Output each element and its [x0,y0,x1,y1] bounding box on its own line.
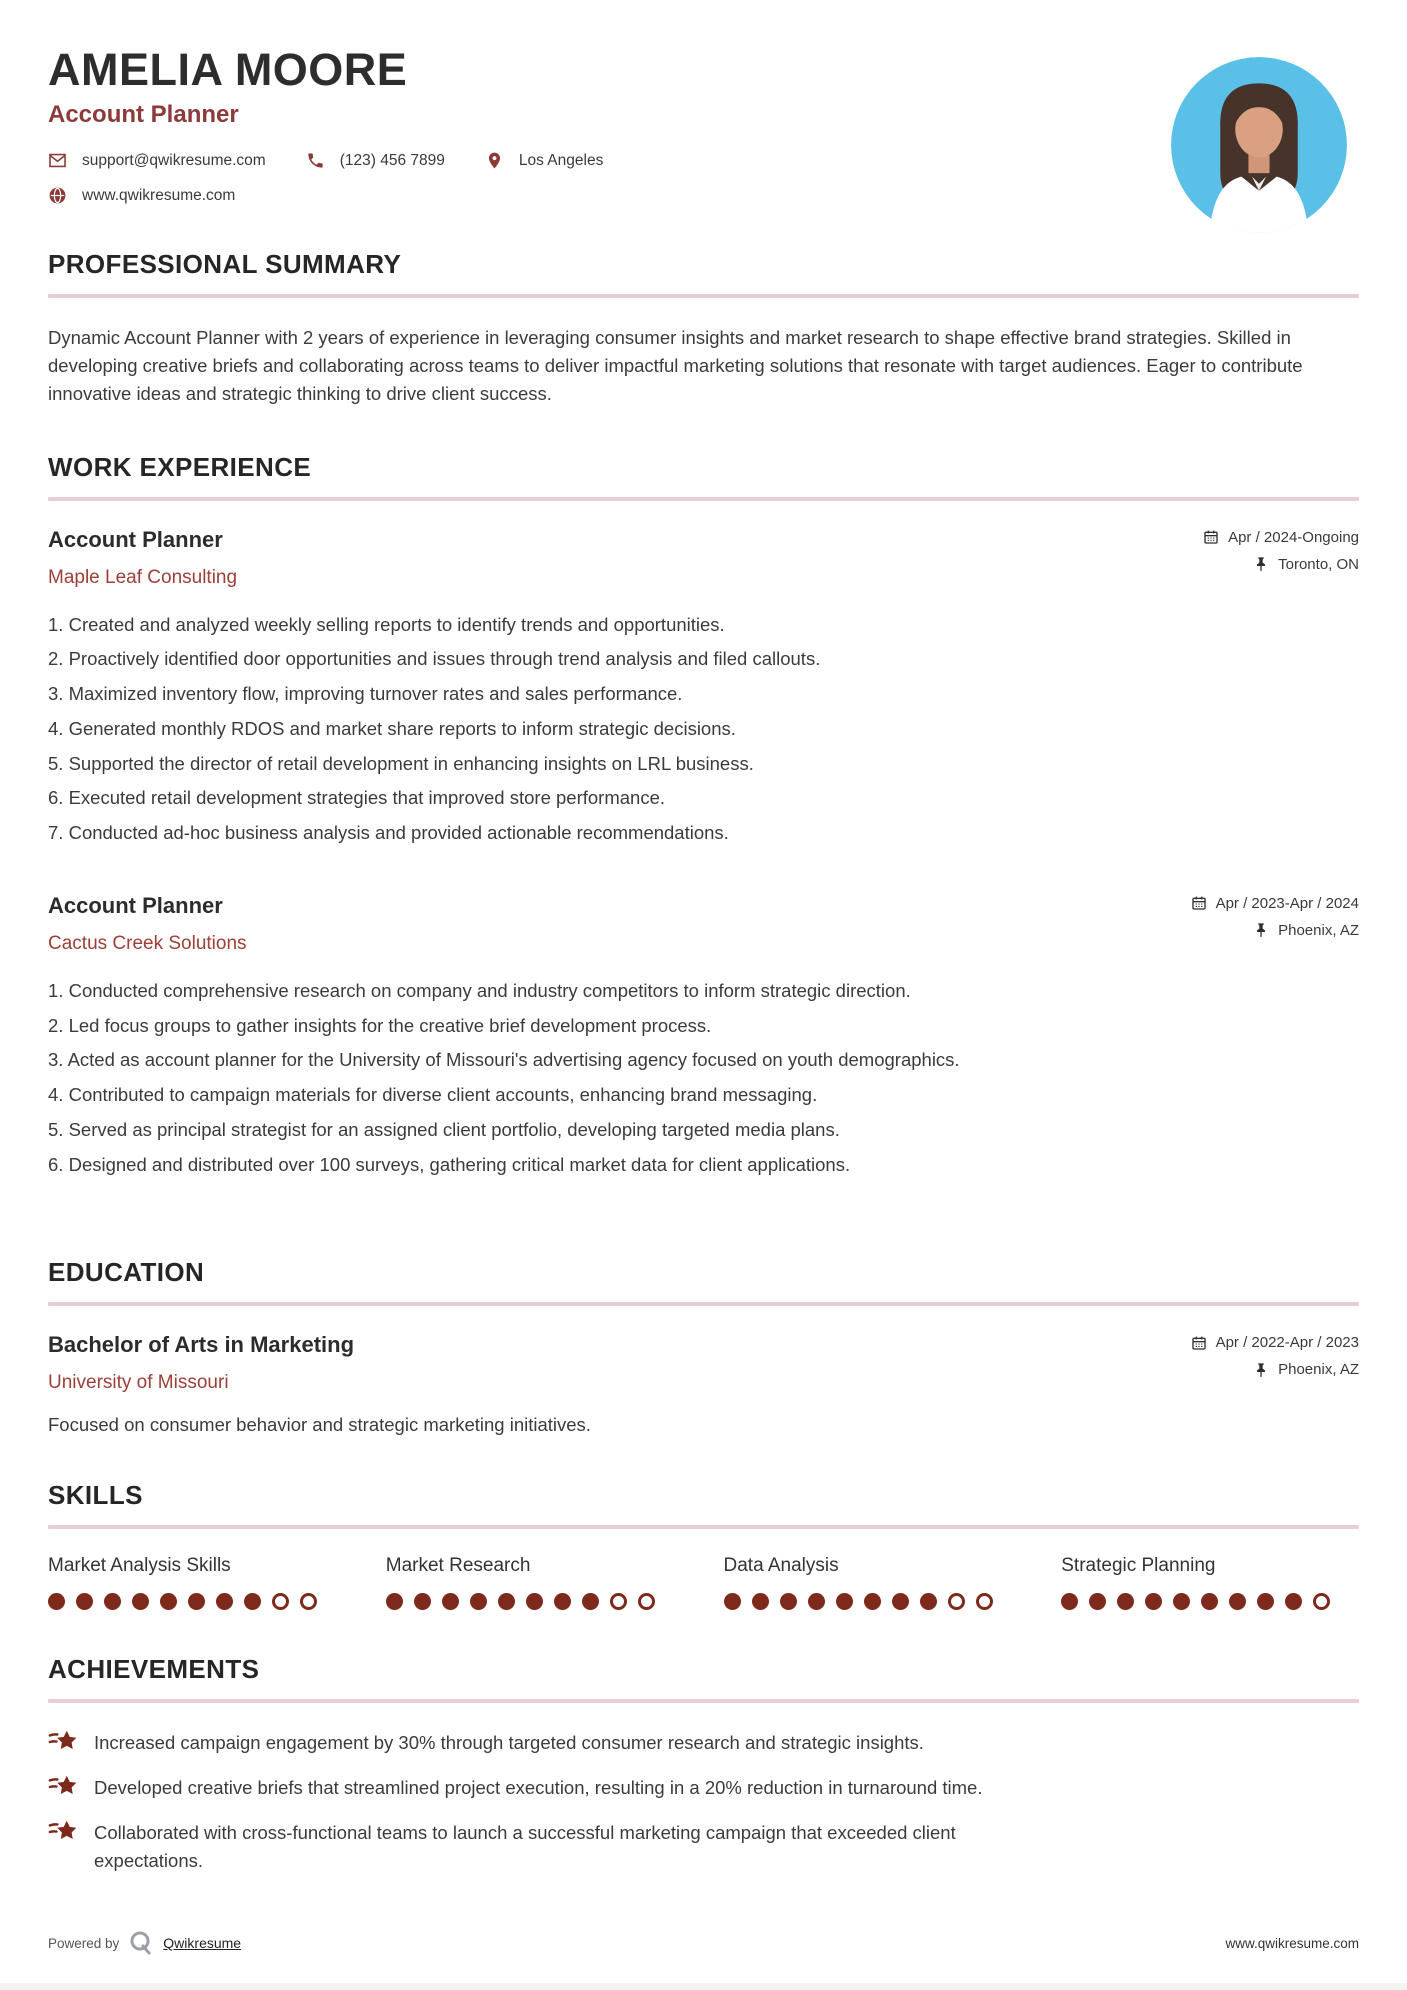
skill-dot-filled [76,1593,93,1610]
job-entry [48,893,1359,1179]
job-dates-text: Apr / 2024-Ongoing [1228,528,1359,546]
skill-name: Data Analysis [723,1555,839,1577]
skill-rating [48,1593,346,1610]
powered-by-label: Powered by [48,1935,120,1951]
achievement-item [48,1729,1359,1757]
skill-dot-filled [836,1593,853,1610]
skill-dot-filled [526,1593,543,1610]
job-bullet-list [48,977,1359,1179]
job-title: Account Planner [48,892,223,918]
skill-dot-filled [1089,1593,1106,1610]
skill-dot-filled [1257,1593,1274,1610]
education-meta [1191,1332,1359,1378]
achievement-text: Developed creative briefs that streamlined project execution, resulting in a 20% reduction in turnaround time. [94,1777,983,1799]
skill-dot-filled [892,1593,909,1610]
summary-text: Dynamic Account Planner with 2 years of experience in leveraging consumer insights and market research to shape effective brand strategies. Skilled in developing creative briefs and collaborating across teams to deliver impactful marketing solutions that resonate with target audiences. Eager to contribute innovative ideas and strategic thinking to drive client success. [48,327,1303,404]
section-underline [48,497,1359,501]
pushpin-icon [1253,922,1269,938]
skill-name: Strategic Planning [1061,1555,1216,1577]
skill-dot-filled [724,1593,741,1610]
phone-icon [306,151,325,170]
skill-dot-filled [386,1593,403,1610]
job-bullet: Executed retail development strategies that improved store performance. [68,787,665,809]
section-underline [48,1302,1359,1306]
skill-dot-filled [808,1593,825,1610]
skill-dot-filled [752,1593,769,1610]
qwikresume-logo-icon [128,1930,154,1956]
calendar-icon [1203,529,1219,545]
website-text: www.qwikresume.com [82,186,236,204]
job-location [1253,922,1359,939]
page-bottom-edge [0,1983,1407,1990]
skill-dot-filled [104,1593,121,1610]
skill-dot-empty [638,1593,655,1610]
job-bullet: Maximized inventory flow, improving turnover rates and sales performance. [68,683,683,704]
job-header [48,893,1359,955]
job-bullet: Generated monthly RDOS and market share reports to inform strategic decisions. [68,717,736,739]
job-bullet: Supported the director of retail development in enhancing insights on LRL business. [68,752,754,774]
pushpin-icon [1253,1362,1269,1378]
job-location-text: Phoenix, AZ [1278,921,1359,939]
skill-dot-filled [132,1593,149,1610]
profile-photo [1171,57,1347,233]
section-underline [48,1525,1359,1529]
job-dates-text: Apr / 2023-Apr / 2024 [1215,894,1359,912]
skill-dot-filled [920,1593,937,1610]
skill-rating [386,1593,684,1610]
skill-item [724,1555,1022,1610]
education-location-text: Phoenix, AZ [1278,1361,1359,1379]
skill-dot-empty [1313,1593,1330,1610]
job-location-text: Toronto, ON [1278,555,1359,573]
work-heading: WORK EXPERIENCE [48,451,312,482]
contact-info [48,151,1099,205]
job-location [1253,556,1359,573]
shooting-star-icon [48,1817,78,1847]
skill-rating [724,1593,1022,1610]
education-dates [1191,1334,1359,1351]
skill-name: Market Analysis Skills [48,1555,231,1577]
contact-email[interactable] [48,151,266,170]
skill-dot-filled [216,1593,233,1610]
job-left [48,527,237,589]
skills-grid [48,1555,1359,1610]
skill-dot-filled [1145,1593,1162,1610]
job-bullet: Served as principal strategist for an assigned client portfolio, developing targeted media plans. [68,1118,840,1140]
skill-dot-filled [582,1593,599,1610]
skill-dot-filled [1061,1593,1078,1610]
job-dates [1191,895,1359,912]
calendar-icon [1191,895,1207,911]
skill-name: Market Research [385,1555,531,1577]
education-entry [48,1332,1359,1436]
job-bullet: Conducted comprehensive research on company and industry competitors to inform strategic direction. [68,979,911,1001]
achievements-heading: ACHIEVEMENTS [48,1654,260,1685]
skill-dot-empty [976,1593,993,1610]
job-bullet: Created and analyzed weekly selling reports to identify trends and opportunities. [68,613,725,635]
job-bullet: Proactively identified door opportunities and issues through trend analysis and filed callouts. [68,648,821,670]
job-left [48,893,247,955]
skill-rating [1061,1593,1359,1610]
job-company: Maple Leaf Consulting [48,566,238,588]
job-meta [1191,893,1359,939]
school-name: University of Missouri [48,1372,229,1394]
degree-title: Bachelor of Arts in Marketing [48,1332,355,1358]
shooting-star-icon [48,1727,78,1757]
education-header [48,1332,1359,1394]
section-skills [48,1480,1359,1610]
skill-dot-filled [48,1593,65,1610]
calendar-icon [1191,1335,1207,1351]
email-icon [48,151,67,170]
skill-dot-filled [414,1593,431,1610]
achievement-item [48,1774,1359,1802]
location-text: Los Angeles [518,151,604,169]
job-company: Cactus Creek Solutions [48,932,247,954]
education-heading: EDUCATION [48,1257,205,1288]
job-title: Account Planner [48,526,223,552]
skill-dot-filled [1117,1593,1134,1610]
section-education [48,1257,1359,1436]
job-bullet: Contributed to campaign materials for diverse client accounts, enhancing brand messaging. [68,1084,818,1105]
section-underline [48,294,1359,298]
skill-dot-filled [160,1593,177,1610]
contact-website[interactable] [48,186,235,205]
phone-text: (123) 456 7899 [339,151,445,169]
qwikresume-link[interactable]: Qwikresume [163,1935,242,1951]
skill-dot-filled [1229,1593,1246,1610]
skill-dot-filled [470,1593,487,1610]
skill-dot-filled [244,1593,261,1610]
achievement-item [48,1819,1359,1875]
skill-dot-filled [864,1593,881,1610]
achievement-text: Increased campaign engagement by 30% through targeted consumer research and strategic insights. [94,1732,924,1754]
profile-photo-illustration [1171,57,1347,233]
pushpin-icon [1253,556,1269,572]
skill-dot-filled [1201,1593,1218,1610]
achievements-list [48,1729,1359,1875]
contact-row-1 [48,151,1099,170]
achievement-text: Collaborated with cross-functional teams to launch a successful marketing campaign that exceeded client expectations. [94,1822,956,1871]
email-text: support@qwikresume.com [82,151,266,169]
shooting-star-icon [48,1772,78,1802]
header [48,46,1359,205]
skill-dot-filled [780,1593,797,1610]
job-bullet: Led focus groups to gather insights for the creative brief development process. [68,1014,712,1036]
education-left [48,1332,354,1394]
summary-heading: PROFESSIONAL SUMMARY [48,249,402,280]
skill-dot-filled [442,1593,459,1610]
skill-dot-filled [554,1593,571,1610]
job-dates [1203,529,1359,546]
education-dates-text: Apr / 2022-Apr / 2023 [1215,1334,1359,1352]
skill-dot-empty [272,1593,289,1610]
job-entry [48,527,1359,847]
skills-heading: SKILLS [48,1480,143,1511]
skill-dot-empty [300,1593,317,1610]
job-header [48,527,1359,589]
skill-item [386,1555,684,1610]
job-meta [1203,527,1359,573]
job-bullet: Designed and distributed over 100 surveys, gathering critical market data for client applications. [68,1153,851,1175]
section-underline [48,1699,1359,1703]
skill-item [1061,1555,1359,1610]
contact-location [485,151,603,170]
job-bullet: Acted as account planner for the University of Missouri's advertising agency focused on youth demographics. [67,1049,960,1071]
skill-dot-empty [948,1593,965,1610]
section-professional-summary [48,249,1359,407]
contact-row-2 [48,186,1099,205]
section-achievements [48,1654,1359,1875]
contact-phone [306,151,445,170]
job-bullet: Conducted ad-hoc business analysis and provided actionable recommendations. [68,822,729,843]
job-bullet-list [48,611,1359,847]
footer [48,1930,1359,1990]
skill-dot-empty [610,1593,627,1610]
globe-icon [48,186,67,205]
education-description: Focused on consumer behavior and strategic marketing initiatives. [48,1414,591,1436]
skill-dot-filled [498,1593,515,1610]
footer-branding [48,1930,241,1956]
skill-dot-filled [1285,1593,1302,1610]
skill-dot-filled [188,1593,205,1610]
footer-website-link[interactable]: www.qwikresume.com [1225,1935,1359,1951]
section-work-experience [48,452,1359,1186]
skill-dot-filled [1173,1593,1190,1610]
education-location [1253,1361,1359,1378]
skill-item [48,1555,346,1610]
candidate-title: Account Planner [48,101,239,129]
candidate-name: AMELIA MOORE [48,44,408,95]
location-pin-icon [485,151,504,170]
